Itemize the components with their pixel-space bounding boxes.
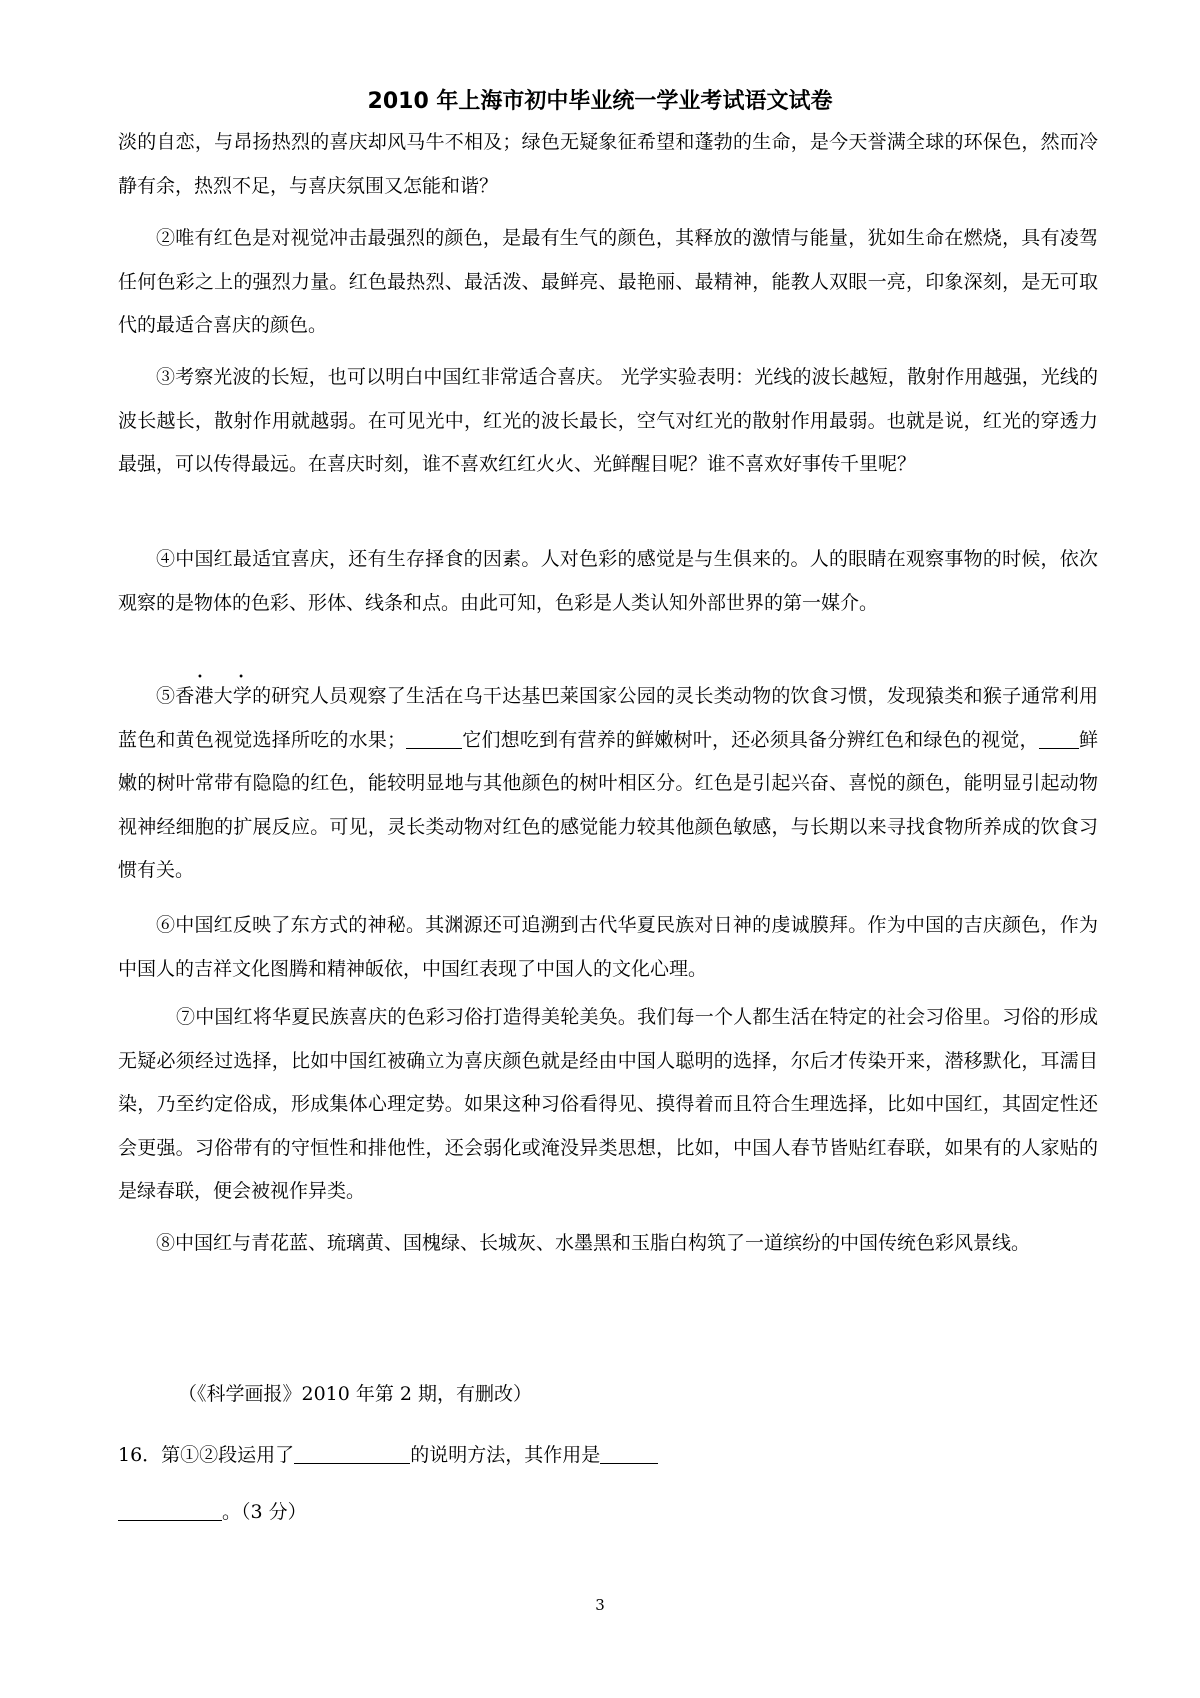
question-16-line-2 bbox=[118, 1494, 307, 1530]
paragraph-2: ②唯有红色是对视觉冲击最强烈的颜色，是最有生气的颜色，其释放的激情与能量，犹如生命在燃烧，具有凌驾任何色彩之上的强烈力量。红色最热烈、最活泼、最鲜亮、最艳丽、最精神，能教人双眼一亮，印象深刻，是无可取代的最适合喜庆的颜色。 bbox=[118, 227, 1098, 336]
question-16-line-1 bbox=[118, 1437, 658, 1473]
paragraph-continuation: 淡的自恋，与昂扬热烈的喜庆却风马牛不相及；绿色无疑象征希望和蓬勃的生命，是今天誉满全球的环保色，然而冷静有余，热烈不足，与喜庆氛围又怎能和谐？ bbox=[118, 131, 1098, 197]
paragraph-5-part-a: ⑤香港大学的研究人员观察了生活在乌干达基巴莱国家公园的灵长类动物的饮食习惯，发现猿类和猴子通常利用蓝色和黄色视觉选择所吃的水果； bbox=[118, 685, 1098, 751]
paragraph-5-part-c: 鲜嫩的树叶常带有隐隐的红色，能较明显地与其他颜色的树叶相区分。红色是引起兴奋、喜悦的颜色，能明显引起动物视神经细胞的扩展反应。可见，灵长类动物对红色的感觉能力较其他颜色敏感，与长期以来寻找食物所养成的饮食习惯有关。 bbox=[118, 728, 1098, 881]
answer-blank-method[interactable] bbox=[294, 1443, 410, 1464]
paragraph-4: ④中国红最适宜喜庆，还有生存择食的因素。人对色彩的感觉是与生俱来的。人的眼睛在观察事物的时候，依次观察的是物体的色彩、形体、线条和点。由此可知，色彩是人类认知外部世界的第一媒介。 bbox=[118, 548, 1098, 614]
answer-blank-effect-cont[interactable] bbox=[118, 1500, 222, 1521]
question-16-middle: 的说明方法，其作用是 bbox=[410, 1444, 601, 1466]
source-citation: （《科学画报》2010 年第 2 期，有删改） bbox=[178, 1383, 533, 1405]
paragraph-7: ⑦中国红将华夏民族喜庆的色彩习俗打造得美轮美奂。我们每一个人都生活在特定的社会习俗里。习俗的形成无疑必须经过选择，比如中国红被确立为喜庆颜色就是经由中国人聪明的选择，尔后才传染开来，潜移默化，耳濡目染，乃至约定俗成，形成集体心理定势。如果这种习俗看得见、摸得着而且符合生理选择，比如中国红，其固定性还会更强。习俗带有的守恒性和排他性，还会弱化或淹没异类思想，比如，中国人春节皆贴红春联，如果有的人家贴的是绿春联，便会被视作异类。 bbox=[118, 1006, 1098, 1202]
paragraph-5-part-b: 它们想吃到有营养的鲜嫩树叶，还必须具备分辨红色和绿色的视觉， bbox=[462, 728, 1039, 751]
paragraph-8: ⑧中国红与青花蓝、琉璃黄、国槐绿、长城灰、水墨黑和玉脂白构筑了一道缤纷的中国传统色彩风景线。 bbox=[156, 1232, 1031, 1254]
answer-blank-effect[interactable] bbox=[600, 1443, 658, 1464]
emphasis-dots: • • bbox=[197, 672, 260, 683]
fill-blank-1[interactable] bbox=[406, 728, 462, 749]
question-16-suffix: 。（3 分） bbox=[222, 1501, 307, 1523]
paragraph-6: ⑥中国红反映了东方式的神秘。其渊源还可追溯到古代华夏民族对日神的虔诚膜拜。作为中国的吉庆颜色，作为中国人的吉祥文化图腾和精神皈依，中国红表现了中国人的文化心理。 bbox=[118, 914, 1098, 980]
paragraph-3: ③考察光波的长短，也可以明白中国红非常适合喜庆。 光学实验表明：光线的波长越短，散射作用越强，光线的波长越长，散射作用就越弱。在可见光中，红光的波长最长，空气对红光的散射作用最弱。也就是说，红光的穿透力最强，可以传得最远。在喜庆时刻，谁不喜欢红红火火、光鲜醒目呢？谁不喜欢好事传千里呢？ bbox=[118, 366, 1098, 475]
question-16-prefix: 16．第①②段运用了 bbox=[118, 1444, 295, 1466]
fill-blank-2[interactable] bbox=[1039, 728, 1079, 749]
page-title: 2010 年上海市初中毕业统一学业考试语文试卷 bbox=[367, 89, 833, 114]
page-number: 3 bbox=[595, 1596, 605, 1614]
paragraph-5 bbox=[118, 675, 1098, 893]
